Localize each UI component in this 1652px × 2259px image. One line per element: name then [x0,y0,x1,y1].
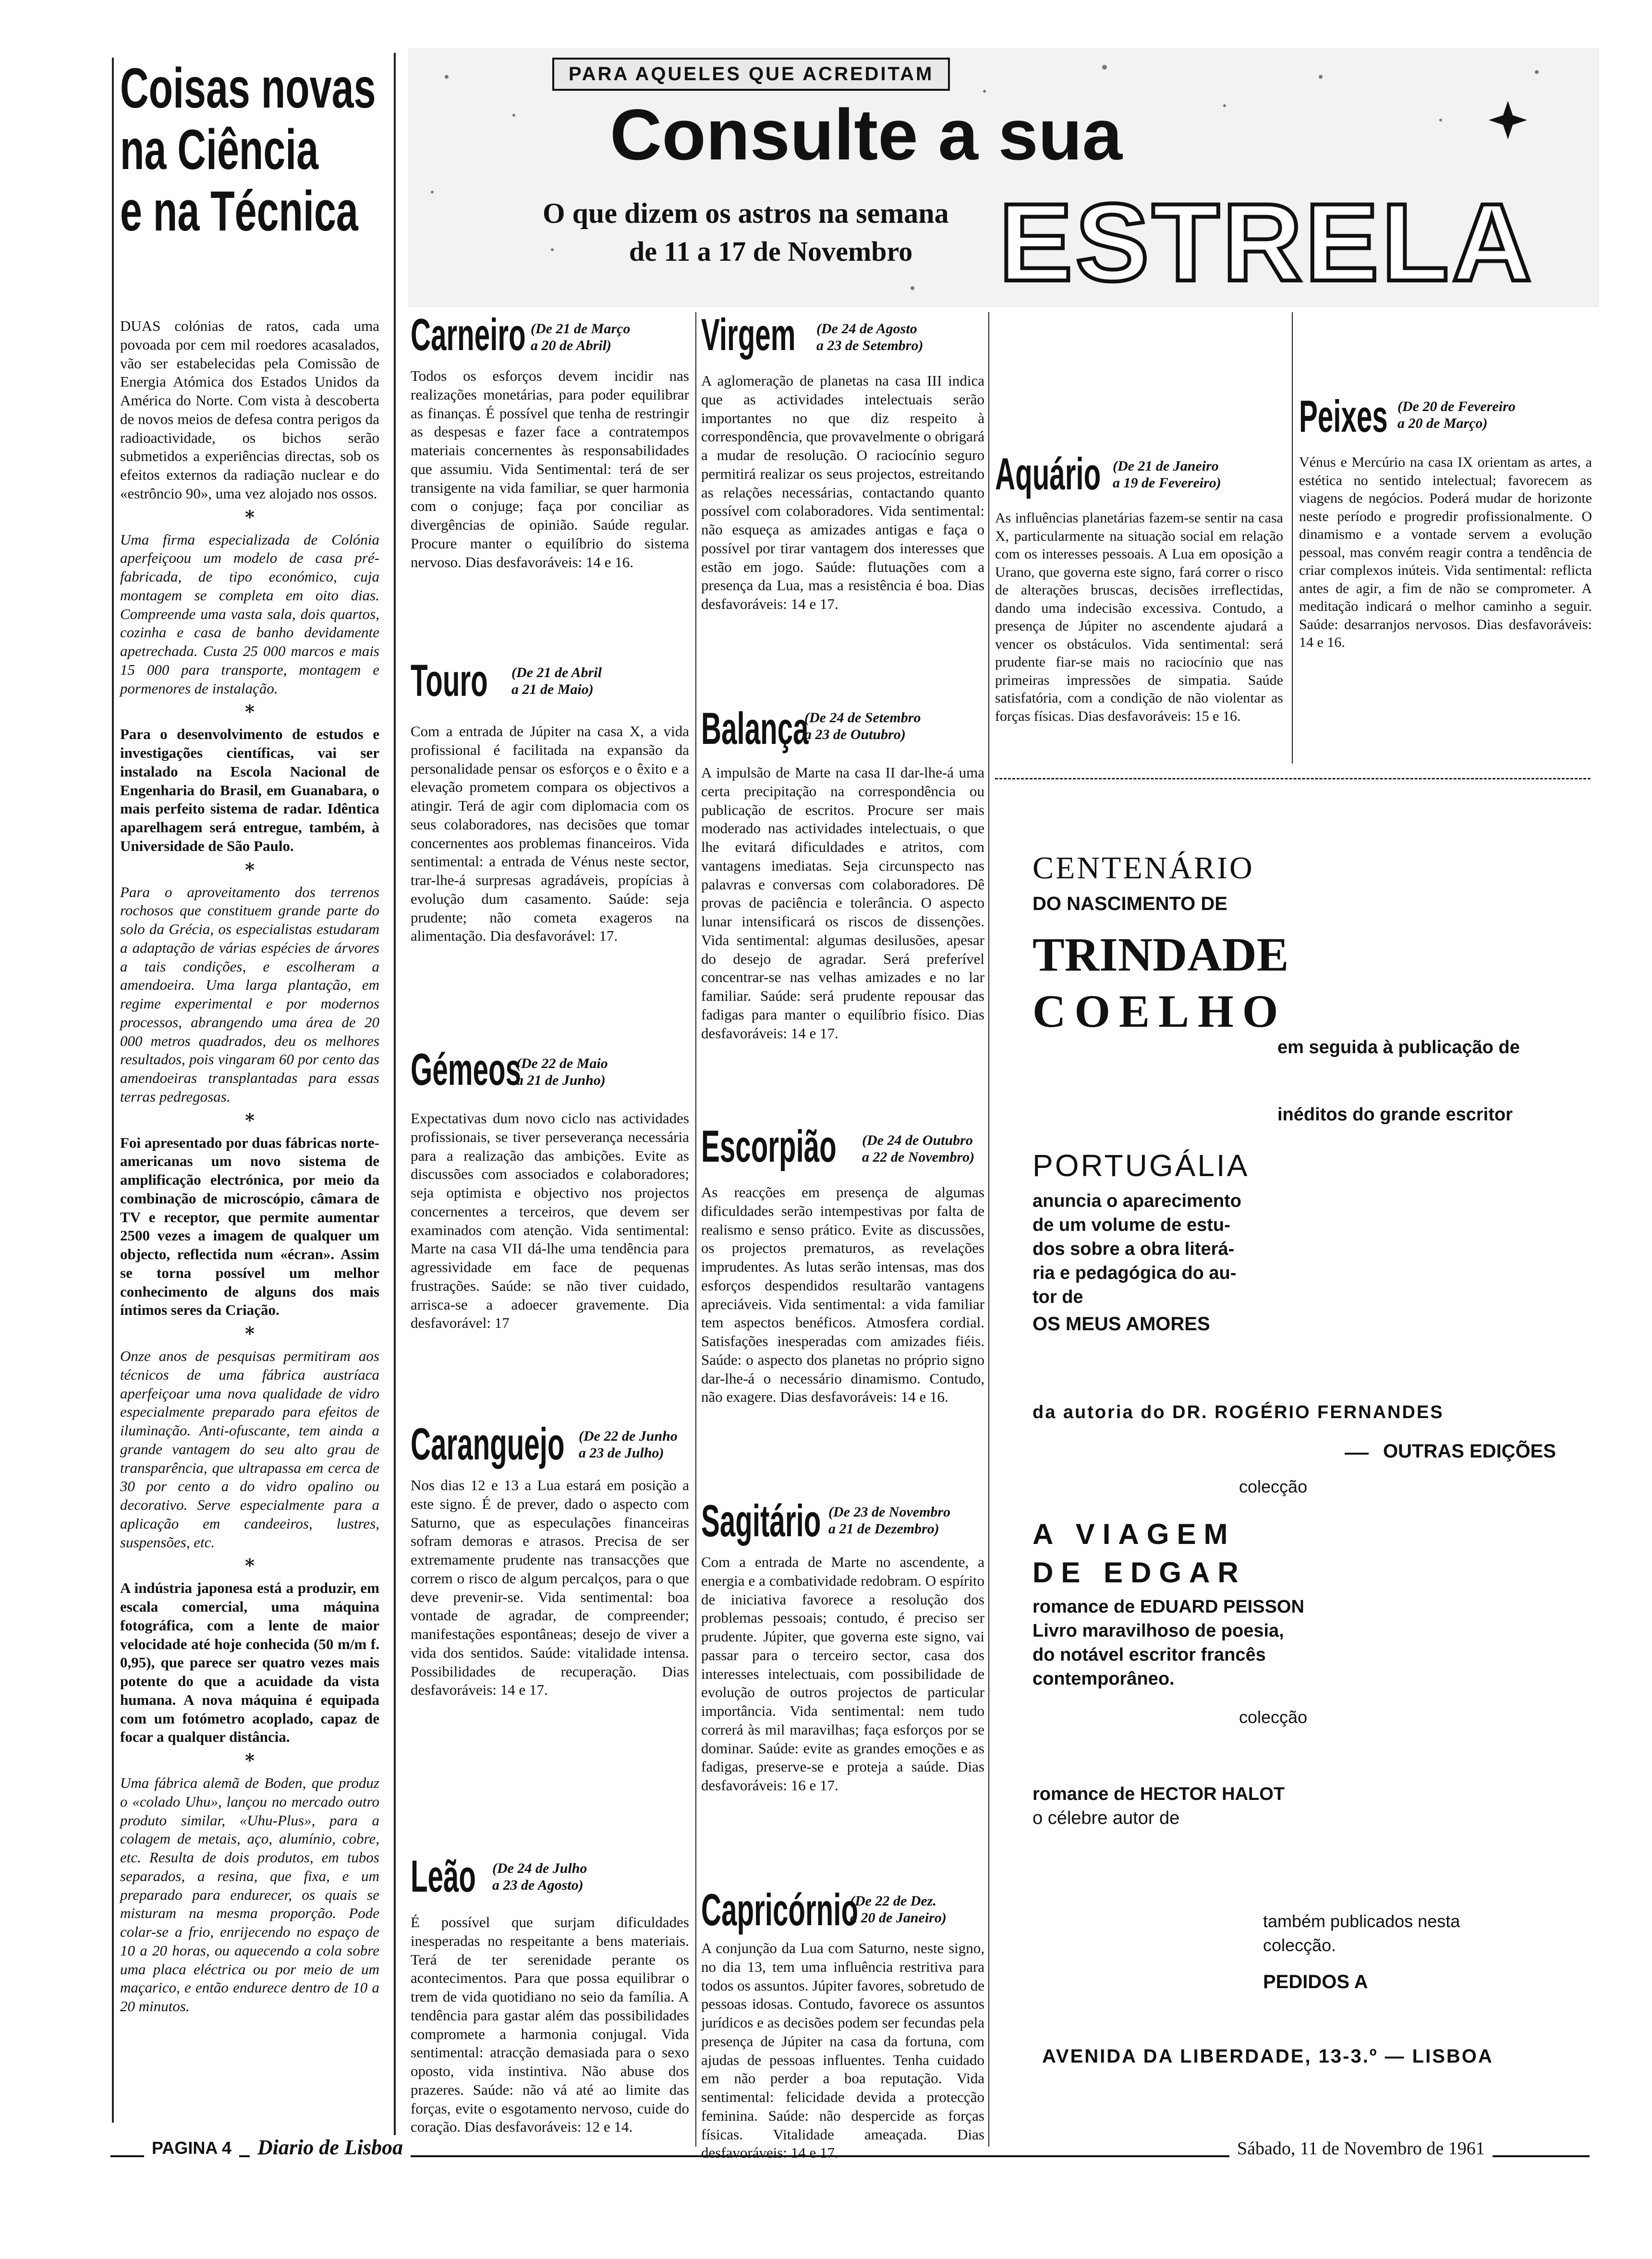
ad-text: também publicados nesta [1263,1911,1460,1931]
separator-star: * [245,858,255,880]
ad-text: romance de HECTOR HALOT [1032,1784,1285,1804]
sign-dates: (De 21 de Abril a 21 de Maio) [511,665,602,697]
ad-book-title: OS MEUS AMORES [1032,1313,1210,1335]
sign-title: Virgem [701,309,796,360]
sign-title: Caranguejo [411,1419,565,1469]
sign-dates: (De 22 de Dez. a 20 de Janeiro) [850,1893,947,1926]
science-item: Para o desenvolvimento de estudos e investigações científicas, vai ser instalado na Escola Nacional de Engenharia do Brasil, em Guanabara, o mais perfeito sistema de radar. Idêntica aparelhagem será entregue, também, à Universidade de São Paulo. [120,726,379,854]
ad-text: ria e pedagógica do au- [1032,1263,1237,1283]
sign-escorpiao [701,1121,984,1407]
sign-title: Sagitário [701,1495,821,1546]
ad-text: DO NASCIMENTO DE [1032,893,1227,914]
science-articles [120,317,379,2016]
sign-dates: (De 21 de Janeiro a 19 de Fevereiro) [1113,458,1221,491]
section-divider [995,778,1591,779]
science-headline-line: na Ciência [120,118,319,182]
ad-text: romance de EDUARD PEISSON [1032,1597,1304,1617]
ad-text: Livro maravilhoso de poesia, [1032,1621,1284,1641]
banner-estrela: ESTRELA [999,181,1535,304]
sign-title: Gémeos [411,1044,521,1094]
sign-text: Com a entrada de Júpiter na casa X, a vida profissional é facilitada na expansão da personalidade pensar os esforços e o êxito e a elevação prometem compara os objectivos a atingir. Terá de agir com diplomacia com os seus colaboradores, nas decisões que tomar concernentes aos problemas financeiros. Vida sentimental: a entrada de Vénus neste sector, trar-lhe-á surpresas agradáveis, propícias à evolução dum casamento. Saúde: seja prudente; não cometa exageros na alimentação. Dia desfavorável: 17. [411,723,689,945]
sign-text: A conjunção da Lua com Saturno, neste signo, no dia 13, tem uma influência restritiva para todos os assuntos. Júpiter favores, sobretudo de pessoas idosas. Contudo, favorece os assuntos jurídicos e as decisões podem ser fecundas pela presença de Júpiter na casa da fortuna, com ajudas de pessoas influentes. Tenha cuidado em não perder a boa reputação. Vida sentimental: felicidade devida a protecção feminina. Saúde: não despercide as forças físicas. Vitalidade ameaçada. Dias desfavoráveis: 14 e 17. [701,1940,984,2162]
ad-text: PEDIDOS A [1263,1971,1368,1992]
science-item: Para o aproveitamento dos terrenos rochosos que constituem grande parte do solo da Grécia, os especialistas estudaram a adaptação de várias espécies de árvores a tais condições, e escolheram a amendoeira. Uma larga plantação, em regime experimental e por modernos processos, abrangendo uma área de 20 000 metros quadrados, deu os melhores resultados, pois vingaram 60 por cento das amendoeiras transplantadas para essas terras pedregosas. [120,883,379,1105]
sign-aquario [995,451,1283,725]
sign-title: Peixes [1299,391,1388,441]
ad-book-title: DE EDGAR [1032,1556,1246,1589]
ad-text: contemporâneo. [1032,1669,1175,1689]
ad-text: em seguida à publicação de [1277,1037,1520,1057]
ad-address: AVENIDA DA LIBERDADE, 13-3.º — LISBOA [1042,2046,1494,2067]
ad-text: colecção [1239,1707,1308,1727]
sign-text: Nos dias 12 e 13 a Lua estará em posição a este signo. É de prever, dado o aspecto com Saturno, que as especulações financeiras sofram demoras e atrasos. Precisa de ser extremamente prudente nas transacções que correm o risco de algum percalços, para o que deve prevenir-se. Vida sentimental: boa vontade de agradar, de compreender; manifestações espontâneas; desejo de viver a vida dos sentidos. Saúde: vitalidade intensa. Possibilidades de recuperação. Dias desfavoráveis: 14 e 17. [411,1477,689,1699]
sign-carneiro [411,309,689,571]
sign-text: A impulsão de Marte na casa II dar-lhe-á uma certa precipitação na correspondência ou publicação de escritos. Procure ser mais moderado nas actividades intelectuais, o que lhe evitará dificuldades e atritos, com vantagens imediatas. Seja circunspecto nas palavras e conversas com colaboradores. Dê provas de paciência e tolerância. O aspecto lunar intensificará os riscos de dissenções. Vida sentimental: algumas desilusões, apesar do desejo de agradar. Será preferível concentrar-se nas velhas amizades e no lar familiar. Saúde: será prudente repousar das fadigas para manter o equilíbrio físico. Dias desfavoráveis: 14 e 17. [701,764,984,1042]
sign-text: Com a entrada de Marte no ascendente, a energia e a combatividade redobram. O espírito de iniciativa favorece a resolução dos problemas pessoais; contudo, é preciso ser prudente. Júpiter, que governa este signo, vai passar para o terceiro sector, casa dos interesses intelectuais, com possibilidade de evolução de outros projectos de particular importância. Vida sentimental: nem tudo correrá às mil maravilhas; faça esforços por se dominar. Saúde: evite as grandes emoções e as fadigas, preserve-se e proteja a saúde. Dias desfavoráveis: 16 e 17. [701,1554,984,1794]
ad-text: de um volume de estu- [1032,1215,1230,1235]
sign-dates: (De 24 de Agosto a 23 de Setembro) [816,321,923,353]
separator-star: * [245,1323,255,1344]
horoscope-banner [408,48,1599,307]
sign-dates: (De 24 de Setembro a 23 de Outubro) [804,710,921,742]
sign-text: Todos os esforços devem incidir nas realizações monetárias, para poder equilibrar as finanças. É possível que tenha de restringir as despesas e fazer face a contratempos materiais concernentes às responsabilidades que assumiu. Vida Sentimental: terá de ser transigente na vida familiar, se quer harmonia com o conjuge; faça por conciliar as divergências de opinião. Saúde regular. Procure manter o equilíbrio do sistema nervoso. Dias desfavoráveis: 14 e 16. [411,367,689,571]
ad-author-name: COELHO [1032,985,1287,1037]
ad-rule [1345,1453,1369,1455]
ad-text: dos sobre a obra literá- [1032,1239,1235,1259]
banner-tag: PARA AQUELES QUE ACREDITAM [552,58,950,91]
ad-author-name: TRINDADE [1032,928,1289,981]
issue-date: Sábado, 11 de Novembro de 1961 [1229,2138,1493,2159]
sign-text: É possível que surjam dificuldades inesperadas no respeitante a bens materiais. Terá de ter serenidade perante os acontecimentos. Para que possa equilibrar o trem de vida quotidiano no seio da família. A tendência para gastar além das possibilidades compromete a harmonia conjugal. Vida sentimental: atracção demasiada para o sexo oposto, vida instintiva. Não abuse dos prazeres. Saúde: não vá até ao limite das forças, evite o esgotamento nervoso, cuide do coração. Dias desfavoráveis: 12 e 14. [411,1914,689,2136]
ad-text: anuncia o aparecimento [1032,1191,1242,1211]
sign-virgem [701,309,984,614]
sign-title: Capricórnio [701,1884,859,1935]
ad-text: o célebre autor de [1032,1808,1180,1828]
ad-text: inéditos do grande escritor [1277,1105,1513,1125]
page-number: PAGINA 4 [144,2138,239,2158]
ad-text: do notável escritor francês [1032,1645,1266,1665]
ad-text: tor de [1032,1287,1083,1307]
sign-text: As reacções em presença de algumas dificuldades serão intempestivas por falta de realismo e senso prático. Evite as discussões, os projectos prematuros, as revelações imprudentes. As lutas serão intensas, mas dos esforços despendidos resultarão vantagens apreciáveis. Vida sentimental: a vida familiar tem aspectos benéficos. Atmosfera cordial. Satisfações inesperadas com amizades fiéis. Saúde: o aspecto dos planetas no próprio signo dar-lhe-á o necessário dinamismo. Contudo, não exagere. Dias desfavoráveis: 14 e 16. [701,1184,984,1406]
column-rule [988,312,989,2147]
science-headline-line: e na Técnica [120,180,358,243]
column-rule [1292,312,1293,764]
banner-title: Consulte a sua [610,94,1122,175]
sign-gemeos [411,1044,689,1333]
sign-capricornio [701,1884,984,2162]
science-headline [120,58,379,242]
science-item: A indústria japonesa está a produzir, em escala comercial, uma máquina fotográfica, com a lente de maior velocidade até hoje conhecida (50 m/m f. 0,95), que parece ser quatro vezes mais potente do que a acuidade da vista humana. A nova máquina é equipada com um fotómetro acoplado, capaz de focar a qualquer distância. [120,1579,379,1746]
sign-dates: (De 22 de Maio a 21 de Junho) [516,1056,608,1088]
banner-dates: de 11 a 17 de Novembro [629,236,913,267]
separator-star: * [245,701,255,723]
sign-leao [411,1851,689,2137]
ad-book-title: A VIAGEM [1032,1518,1236,1550]
column-rule [394,53,396,2147]
sign-sagitario [701,1495,984,1795]
sign-title: Carneiro [411,309,526,360]
sign-peixes [1299,391,1592,652]
sign-title: Aquário [995,449,1101,499]
science-headline-line: Coisas novas [120,57,376,120]
sign-dates: (De 21 de Março a 20 de Abril) [531,321,631,353]
sign-title: Escorpião [701,1121,837,1171]
separator-star: * [245,506,255,528]
sign-title: Balança [701,703,809,753]
sign-touro [411,655,689,946]
ad-text: da autoria do DR. ROGÉRIO FERNANDES [1032,1402,1444,1422]
ad-publisher: PORTUGÁLIA [1032,1148,1250,1183]
sign-dates: (De 23 de Novembro a 21 de Dezembro) [828,1504,951,1537]
sign-text: Vénus e Mercúrio na casa IX orientam as artes, a estética no sentido intelectual; favorecem as viagens de negócios. Poderá mudar de horizonte neste período e progredir profissionalmente. O dinamismo e a vontade servem a evolução pessoal, mas convém reagir contra a tendência de criar complexos inúteis. Vida sentimental: reflicta antes de agir, a fim de não se comprometer. A meditação indicará o melhor caminho a seguir. Saúde: desarranjos nervosos. Dias desfavoráveis: 14 e 16. [1299,454,1592,650]
ad-centenario: CENTENÁRIO [1032,850,1254,886]
sign-dates: (De 22 de Junho a 23 de Julho) [579,1428,678,1461]
separator-star: * [245,1749,255,1771]
sign-dates: (De 24 de Julho a 23 de Agosto) [492,1860,587,1893]
column-rule [695,312,696,2147]
sign-dates: (De 24 de Outubro a 22 de Novembro) [862,1132,975,1165]
science-item: Foi apresentado por duas fábricas norte-americanas um novo sistema de amplificação electrónica, por meio da combinação de microscópio, câmara de TV e receptor, que permite aumentar 2500 vezes a imagem de qualquer um objecto, reflectida num «écran». Assim se torna possível um melhor conhecimento de alguns dos mais íntimos seres da Criação. [120,1134,379,1319]
book-advertisement [1018,816,1599,2113]
column-rule [112,58,114,2123]
ad-text: colecção [1239,1477,1308,1496]
sign-title: Leão [411,1851,476,1901]
science-item: Onze anos de pesquisas permitiram aos técnicos de uma fábrica austríaca aperfeiçoar uma nova qualidade de vidro especialmente preparado para efeitos de iluminação. Anti-ofuscante, tem ainda a grande vantagem do seu alto grau de transparência, que ultrapassa em cerca de 30 por cento a do vidro opalino ou decorativo. Serve especialmente para a aplicação em candeeiros, lustres, suspensões, etc. [120,1348,379,1551]
sign-text: Expectativas dum novo ciclo nas actividades profissionais, se tiver perseverança necessária para a realização das ambições. Evite as discussões com associados e colaboradores; seja optimista e objectivo nos projectos concernentes a terceiros, que devem ser examinados com atenção. Vida sentimental: Marte na casa VII dá-lhe uma tendência para agressividade em face de pequenas frustrações. Saúde: se não tiver cuidado, arrisca-se a adoecer gravemente. Dia desfavorável: 17 [411,1110,689,1332]
sign-text: A aglomeração de planetas na casa III indica que as actividades intelectuais serão importantes no que diz respeito à correspondência, que provavelmente o obrigará a mudar de resolução. O raciocínio seguro permitirá realizar os seus projectos, estreitando as relações necessárias, contactando quanto possível com colaboradores. Vida sentimental: não esqueça as amizades antigas e faça o possível por tirar vantagem dos interesses que estão em jogo. Saúde: flutuações com a presença da Lua, mas a resistência é boa. Dias desfavoráveis: 14 e 17. [701,372,984,612]
sign-balanca [701,703,984,1043]
science-item: DUAS colónias de ratos, cada uma povoada por cem mil roedores acasalados, vão ser estabelecidas pela Comissão de Energia Atómica dos Estados Unidos da América do Norte. Com vista à descoberta de novos meios de defesa contra perigos da radioactividade, os bichos serão submetidos a experiências directas, sob os efeitos externos da radiação nuclear e do «estrôncio 90», uma vez alojado nos ossos. [120,317,379,502]
sign-caranguejo [411,1421,689,1700]
sign-title: Touro [411,655,488,705]
ad-text: colecção. [1263,1935,1336,1955]
science-item: Uma fábrica alemã de Boden, que produz o «colado Uhu», lançou no mercado outro produto similar, «Uhu-Plus», para a colagem de metais, aço, alumínio, cobre, etc. Resulta de dois produtos, em tubos separados, a resina, que fixa, e um preparado para endurecer, os quais se misturam na mesma proporção. Pode colar-se a frio, enrijecendo no espaço de 10 a 20 horas, ou aquecendo a cola sobre uma placa eléctrica ou por meio de um maçarico, e então endurece dentro de 10 a 20 minutos. [120,1774,379,2015]
separator-star: * [245,1109,255,1131]
separator-star: * [245,1555,255,1577]
science-item: Uma firma especializada de Colónia aperfeiçoou um modelo de casa pré-fabricada, de tipo económico, cuja montagem se completa em oito dias. Compreende uma vasta sala, dois quartos, cozinha e casa de banho devidamente apetrechada. Custa 25 000 marcos e mais 15 000 para transporte, montagem e pormenores de instalação. [120,531,379,697]
banner-subtitle: O que dizem os astros na semana [543,197,949,229]
ad-text: OUTRAS EDIÇÕES [1383,1441,1556,1462]
newspaper-name: Diario de Lisboa [250,2135,411,2160]
sign-dates: (De 20 de Fevereiro a 20 de Março) [1397,399,1516,431]
sign-text: As influências planetárias fazem-se sentir na casa X, particularmente na situação social em relação com os interesses pessoais. A Lua em oposição a Urano, que governa este signo, fará correr o risco de alterações bruscas, decisões irreflectidas, dando uma indecisão excessiva. Contudo, a presença de Júpiter no ascendente ajudará a vencer os obstáculos. Vida sentimental: será prudente fiar-se mais no raciocínio que nas primeiras impressões de simpatia. Saúde satisfatória, com a condição de não violentar as forças físicas. Dias desfavoráveis: 15 e 16. [995,510,1283,724]
